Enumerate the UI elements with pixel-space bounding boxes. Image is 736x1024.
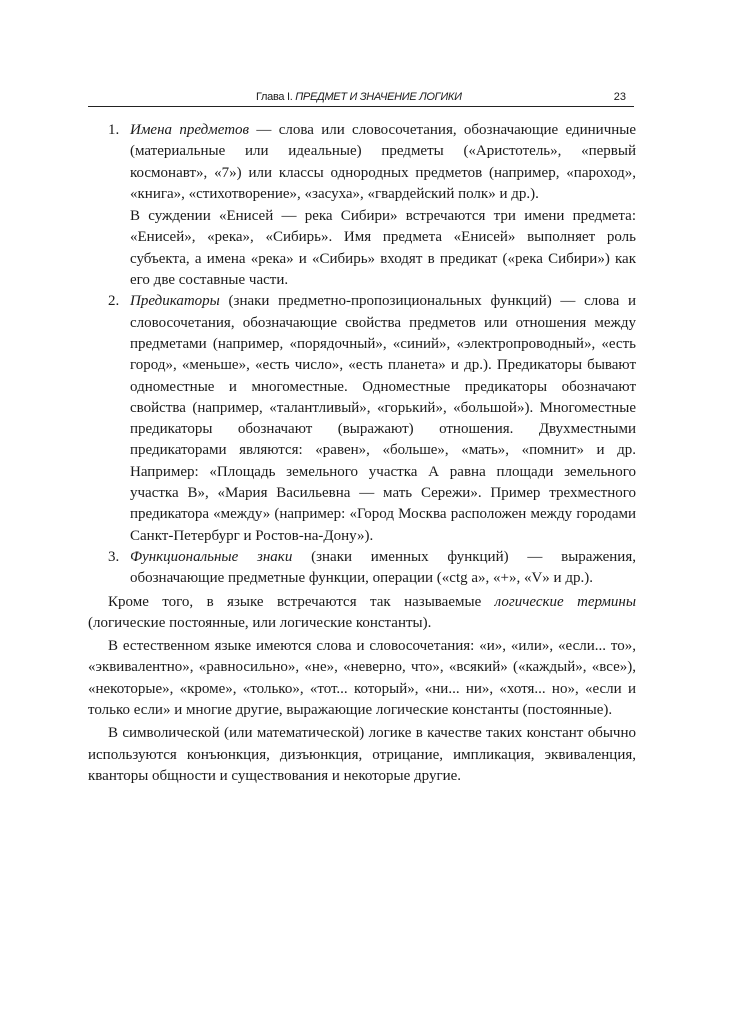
paragraph-logical-terms: Кроме того, в языке встречаются так называемые логические термины (логические постоянные, или логические константы).	[88, 593, 636, 631]
list-item-predicators	[88, 291, 636, 547]
paragraph-symbolic-logic: В символической (или математической) логике в качестве таких констант обычно используются конъюнкция, дизъюнкция, отрицание, импликация, эквиваленция, кванторы общности и существования и некоторые другие.	[88, 725, 636, 784]
term: Функциональные знаки	[130, 548, 293, 565]
list-item-names	[88, 120, 636, 291]
paragraph-natural-language: В естественном языке имеются слова и словосочетания: «и», «или», «если... то», «эквивалентно», «равносильно», «не», «неверно, что», «всякий» («каждый», «все»), «некоторые», «кроме», «только», «тот... который», «ни... ни», «хотя... но», «если и только если» и многие другие, выражающие логические константы (постоянные).	[88, 638, 636, 719]
chapter-title: Глава I. ПРЕДМЕТ И ЗНАЧЕНИЕ ЛОГИКИ	[256, 91, 462, 103]
running-header	[88, 90, 634, 107]
list-item-functional-signs	[88, 547, 636, 590]
term: логические термины	[494, 593, 636, 610]
page-body	[88, 120, 636, 787]
list-number: 1.	[108, 122, 120, 138]
list-item-text: Имена предметов — слова или словосочетания, обозначающие единичные (материальные или идеальные) предметы («Аристотель», «первый космонавт», «7») или классы однородных предметов (например, «пароход», «книга», «стихотворение», «засуха», «гвардейский полк» и др.).	[130, 122, 636, 202]
list-item-example: В суждении «Енисей — река Сибири» встречаются три имени предмета: «Енисей», «река», «Сибирь». Имя предмета «Енисей» выполняет роль субъекта, а имена «река» и «Сибирь» входят в предикат («река Сибири») как его две составные части.	[130, 208, 636, 289]
list-item-text: Предикаторы (знаки предметно-пропозициональных функций) — слова и словосочетания, обозначающие свойства предметов или отношения между предметами (например, «порядочный», «синий», «электропроводный», «есть город», «меньше», «есть число», «есть планета» и др.). Предикаторы бывают одноместные и многоместные. Одноместные предикаторы обозначают свойства (например, «талантливый», «горький», «большой»). Многоместные предикаторы обозначают (выражают) отношения. Двухместными предикаторами являются: «равен», «больше», «мать», «помнит» и др. Например: «Площадь земельного участка А равна площади земельного участка В», «Мария Васильевна — мать Сережи». Пример трехместного предикатора «между» (например: «Город Москва расположен между городами Санкт-Петербург и Ростов-на-Дону»).	[130, 293, 636, 544]
list-number: 2.	[108, 293, 120, 310]
term: Имена предметов	[130, 122, 250, 138]
list-number: 3.	[108, 548, 120, 565]
term: Предикаторы	[130, 293, 220, 310]
page-number: 23	[613, 91, 626, 103]
list-item-text: Функциональные знаки (знаки именных функций) — выражения, обозначающие предметные функции, операции («ctg a», «+», «V» и др.).	[130, 548, 636, 587]
